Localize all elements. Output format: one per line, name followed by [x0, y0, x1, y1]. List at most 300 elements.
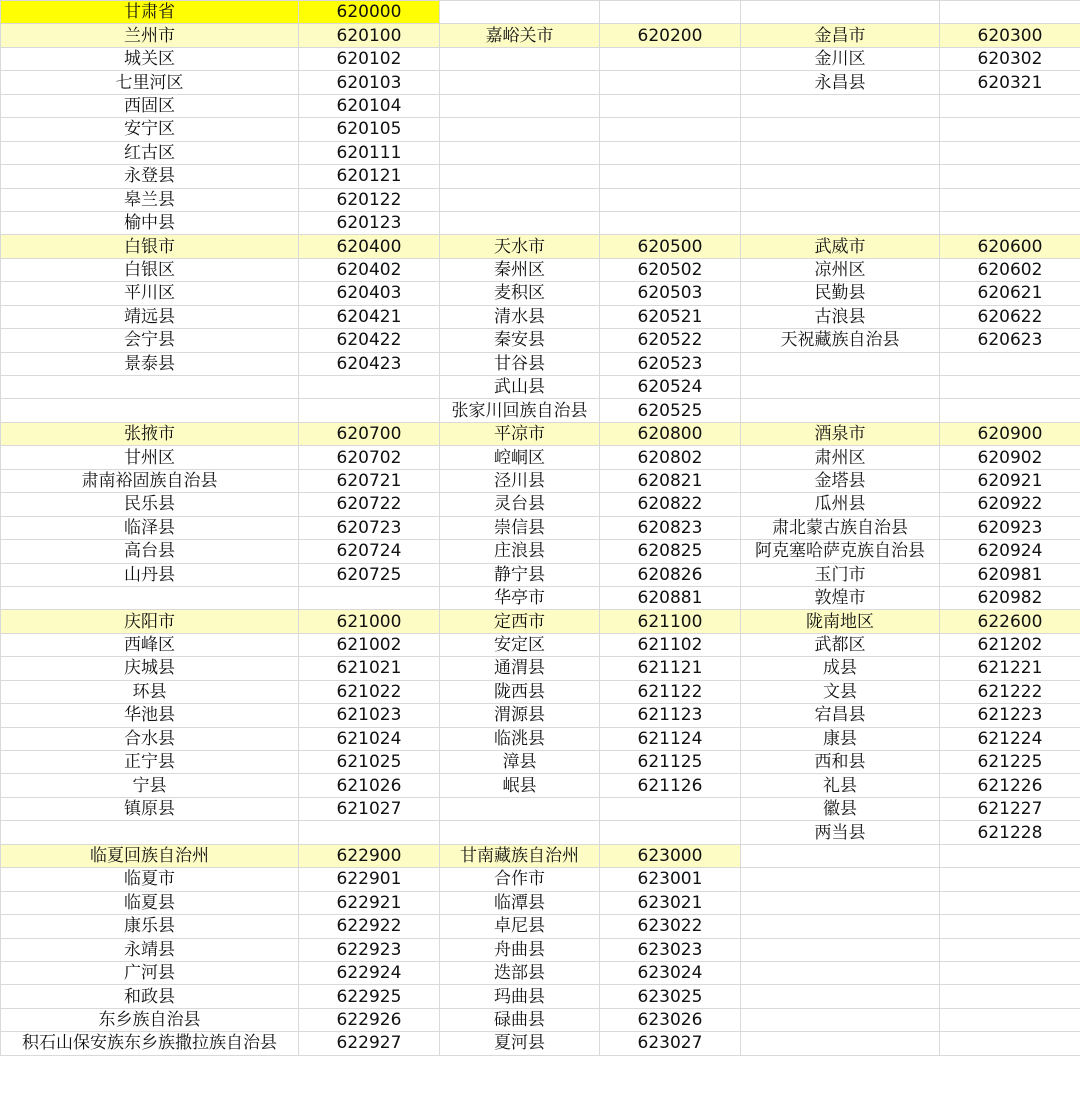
county-name[interactable]: 永靖县	[1, 938, 299, 961]
empty-cell[interactable]	[1, 399, 299, 422]
county-code[interactable]: 620724	[299, 540, 440, 563]
empty-cell[interactable]	[741, 961, 940, 984]
province-code[interactable]: 620000	[299, 1, 440, 24]
county-name[interactable]: 碌曲县	[440, 1008, 600, 1031]
county-code[interactable]: 620723	[299, 516, 440, 539]
county-name[interactable]: 华池县	[1, 704, 299, 727]
empty-cell[interactable]	[741, 352, 940, 375]
county-name[interactable]: 崇信县	[440, 516, 600, 539]
empty-cell[interactable]	[940, 94, 1080, 117]
empty-cell[interactable]	[741, 399, 940, 422]
county-name[interactable]: 西固区	[1, 94, 299, 117]
county-row	[1, 282, 1080, 305]
empty-cell[interactable]	[940, 1008, 1080, 1031]
city-name[interactable]: 天水市	[440, 235, 600, 258]
empty-cell[interactable]	[440, 1, 600, 24]
county-code[interactable]: 623023	[600, 938, 741, 961]
county-code[interactable]: 621228	[940, 821, 1080, 844]
county-name[interactable]: 崆峒区	[440, 446, 600, 469]
county-code[interactable]: 621022	[299, 680, 440, 703]
city-code[interactable]: 622900	[299, 844, 440, 867]
county-name[interactable]: 陇西县	[440, 680, 600, 703]
county-code[interactable]: 620522	[600, 329, 741, 352]
county-code[interactable]: 621102	[600, 633, 741, 656]
empty-cell[interactable]	[600, 211, 741, 234]
empty-cell[interactable]	[440, 165, 600, 188]
county-row	[1, 71, 1080, 94]
county-name[interactable]: 渭源县	[440, 704, 600, 727]
county-code[interactable]: 621221	[940, 657, 1080, 680]
county-code[interactable]: 620302	[940, 47, 1080, 70]
empty-cell[interactable]	[741, 211, 940, 234]
empty-cell[interactable]	[940, 938, 1080, 961]
county-code[interactable]: 620621	[940, 282, 1080, 305]
city-name[interactable]: 定西市	[440, 610, 600, 633]
empty-cell[interactable]	[600, 188, 741, 211]
county-code[interactable]: 623022	[600, 915, 741, 938]
county-name[interactable]: 武山县	[440, 376, 600, 399]
county-code[interactable]: 622923	[299, 938, 440, 961]
county-name[interactable]: 金川区	[741, 47, 940, 70]
empty-cell[interactable]	[940, 961, 1080, 984]
empty-cell[interactable]	[940, 844, 1080, 867]
county-name[interactable]: 山丹县	[1, 563, 299, 586]
county-name[interactable]: 宕昌县	[741, 704, 940, 727]
county-name[interactable]: 榆中县	[1, 211, 299, 234]
empty-cell[interactable]	[600, 165, 741, 188]
county-code[interactable]: 621223	[940, 704, 1080, 727]
county-row	[1, 797, 1080, 820]
county-name[interactable]: 环县	[1, 680, 299, 703]
county-name[interactable]: 通渭县	[440, 657, 600, 680]
city-code[interactable]: 621100	[600, 610, 741, 633]
city-code[interactable]: 620300	[940, 24, 1080, 47]
empty-cell[interactable]	[600, 118, 741, 141]
county-code[interactable]: 620503	[600, 282, 741, 305]
county-name[interactable]: 康县	[741, 727, 940, 750]
city-code[interactable]: 621000	[299, 610, 440, 633]
empty-cell[interactable]	[741, 165, 940, 188]
county-row	[1, 961, 1080, 984]
county-code[interactable]: 621226	[940, 774, 1080, 797]
county-name[interactable]: 静宁县	[440, 563, 600, 586]
county-code[interactable]: 621125	[600, 751, 741, 774]
county-code[interactable]: 622924	[299, 961, 440, 984]
county-name[interactable]: 张家川回族自治县	[440, 399, 600, 422]
county-name[interactable]: 肃南裕固族自治县	[1, 469, 299, 492]
empty-cell[interactable]	[600, 47, 741, 70]
county-code[interactable]: 620525	[600, 399, 741, 422]
empty-cell[interactable]	[741, 938, 940, 961]
county-code[interactable]: 623001	[600, 868, 741, 891]
county-name[interactable]: 夏河县	[440, 1032, 600, 1055]
city-name[interactable]: 临夏回族自治州	[1, 844, 299, 867]
county-code[interactable]: 620982	[940, 586, 1080, 609]
county-name[interactable]: 舟曲县	[440, 938, 600, 961]
county-name[interactable]: 永登县	[1, 165, 299, 188]
county-name[interactable]: 庄浪县	[440, 540, 600, 563]
province-name[interactable]: 甘肃省	[1, 1, 299, 24]
county-row	[1, 469, 1080, 492]
county-code[interactable]: 620923	[940, 516, 1080, 539]
empty-cell[interactable]	[940, 915, 1080, 938]
county-name[interactable]: 和政县	[1, 985, 299, 1008]
county-name[interactable]: 合作市	[440, 868, 600, 891]
county-name[interactable]: 清水县	[440, 305, 600, 328]
county-code[interactable]: 620822	[600, 493, 741, 516]
city-header-row	[1, 422, 1080, 445]
county-name[interactable]: 古浪县	[741, 305, 940, 328]
empty-cell[interactable]	[741, 1032, 940, 1055]
county-name[interactable]: 永昌县	[741, 71, 940, 94]
city-header-row	[1, 24, 1080, 47]
city-code[interactable]: 620900	[940, 422, 1080, 445]
city-name[interactable]: 嘉峪关市	[440, 24, 600, 47]
city-code[interactable]: 620600	[940, 235, 1080, 258]
county-row	[1, 188, 1080, 211]
county-name[interactable]: 两当县	[741, 821, 940, 844]
county-name[interactable]: 漳县	[440, 751, 600, 774]
county-name[interactable]: 岷县	[440, 774, 600, 797]
county-code[interactable]: 622922	[299, 915, 440, 938]
county-code[interactable]: 620421	[299, 305, 440, 328]
empty-cell[interactable]	[600, 71, 741, 94]
county-name[interactable]: 西和县	[741, 751, 940, 774]
county-code[interactable]: 621026	[299, 774, 440, 797]
county-row	[1, 118, 1080, 141]
county-row	[1, 399, 1080, 422]
city-name[interactable]: 张掖市	[1, 422, 299, 445]
county-row	[1, 376, 1080, 399]
empty-cell[interactable]	[440, 797, 600, 820]
empty-cell[interactable]	[1, 821, 299, 844]
county-row	[1, 727, 1080, 750]
county-code[interactable]: 621122	[600, 680, 741, 703]
county-code[interactable]: 622925	[299, 985, 440, 1008]
county-name[interactable]: 城关区	[1, 47, 299, 70]
empty-cell[interactable]	[600, 94, 741, 117]
county-row	[1, 211, 1080, 234]
empty-cell[interactable]	[741, 376, 940, 399]
empty-cell[interactable]	[741, 188, 940, 211]
county-code[interactable]: 620921	[940, 469, 1080, 492]
county-code[interactable]: 622927	[299, 1032, 440, 1055]
county-name[interactable]: 民乐县	[1, 493, 299, 516]
empty-cell[interactable]	[940, 118, 1080, 141]
county-name[interactable]: 甘谷县	[440, 352, 600, 375]
county-name[interactable]: 泾川县	[440, 469, 600, 492]
county-name[interactable]: 庆城县	[1, 657, 299, 680]
empty-cell[interactable]	[741, 118, 940, 141]
city-name[interactable]: 甘南藏族自治州	[440, 844, 600, 867]
empty-cell[interactable]	[440, 71, 600, 94]
county-code[interactable]: 621126	[600, 774, 741, 797]
county-name[interactable]: 肃州区	[741, 446, 940, 469]
county-code[interactable]: 623024	[600, 961, 741, 984]
county-name[interactable]: 麦积区	[440, 282, 600, 305]
county-code[interactable]: 620823	[600, 516, 741, 539]
county-name[interactable]: 灵台县	[440, 493, 600, 516]
county-code[interactable]: 620321	[940, 71, 1080, 94]
county-name[interactable]: 礼县	[741, 774, 940, 797]
county-code[interactable]: 621225	[940, 751, 1080, 774]
empty-cell[interactable]	[940, 1, 1080, 24]
city-name[interactable]: 兰州市	[1, 24, 299, 47]
county-code[interactable]: 621224	[940, 727, 1080, 750]
empty-cell[interactable]	[1, 586, 299, 609]
city-name[interactable]: 庆阳市	[1, 610, 299, 633]
county-name[interactable]: 秦安县	[440, 329, 600, 352]
county-name[interactable]: 敦煌市	[741, 586, 940, 609]
county-code[interactable]: 620521	[600, 305, 741, 328]
province-row	[1, 1, 1080, 24]
county-name[interactable]: 玛曲县	[440, 985, 600, 1008]
county-code[interactable]: 622901	[299, 868, 440, 891]
county-name[interactable]: 镇原县	[1, 797, 299, 820]
county-name[interactable]: 临洮县	[440, 727, 600, 750]
county-code[interactable]: 620622	[940, 305, 1080, 328]
county-name[interactable]: 瓜州县	[741, 493, 940, 516]
county-row	[1, 1008, 1080, 1031]
empty-cell[interactable]	[940, 1032, 1080, 1055]
county-code[interactable]: 620802	[600, 446, 741, 469]
empty-cell[interactable]	[741, 985, 940, 1008]
county-code[interactable]: 620721	[299, 469, 440, 492]
city-name[interactable]: 白银市	[1, 235, 299, 258]
county-code[interactable]: 621023	[299, 704, 440, 727]
county-code[interactable]: 620402	[299, 258, 440, 281]
county-name[interactable]: 民勤县	[741, 282, 940, 305]
county-name[interactable]: 天祝藏族自治县	[741, 329, 940, 352]
county-name[interactable]: 皋兰县	[1, 188, 299, 211]
county-row	[1, 915, 1080, 938]
empty-cell[interactable]	[940, 352, 1080, 375]
empty-cell[interactable]	[1, 376, 299, 399]
county-name[interactable]: 康乐县	[1, 915, 299, 938]
city-name[interactable]: 武威市	[741, 235, 940, 258]
county-name[interactable]: 广河县	[1, 961, 299, 984]
county-name[interactable]: 卓尼县	[440, 915, 600, 938]
empty-cell[interactable]	[940, 165, 1080, 188]
county-name[interactable]: 正宁县	[1, 751, 299, 774]
county-name[interactable]: 武都区	[741, 633, 940, 656]
county-code[interactable]: 622921	[299, 891, 440, 914]
county-row	[1, 563, 1080, 586]
county-row	[1, 704, 1080, 727]
empty-cell[interactable]	[741, 891, 940, 914]
county-code[interactable]: 620826	[600, 563, 741, 586]
county-row	[1, 352, 1080, 375]
county-code[interactable]: 620902	[940, 446, 1080, 469]
empty-cell[interactable]	[940, 868, 1080, 891]
county-code[interactable]: 621202	[940, 633, 1080, 656]
county-name[interactable]: 红古区	[1, 141, 299, 164]
county-code[interactable]: 620105	[299, 118, 440, 141]
county-name[interactable]: 东乡族自治县	[1, 1008, 299, 1031]
county-code[interactable]: 620502	[600, 258, 741, 281]
county-name[interactable]: 七里河区	[1, 71, 299, 94]
county-name[interactable]: 临泽县	[1, 516, 299, 539]
county-code[interactable]: 621024	[299, 727, 440, 750]
county-code[interactable]: 621121	[600, 657, 741, 680]
empty-cell[interactable]	[600, 141, 741, 164]
county-name[interactable]: 靖远县	[1, 305, 299, 328]
county-row	[1, 516, 1080, 539]
county-name[interactable]: 高台县	[1, 540, 299, 563]
city-code[interactable]: 620800	[600, 422, 741, 445]
empty-cell[interactable]	[741, 868, 940, 891]
empty-cell[interactable]	[741, 844, 940, 867]
city-code[interactable]: 620400	[299, 235, 440, 258]
county-row	[1, 821, 1080, 844]
city-header-row	[1, 610, 1080, 633]
county-row	[1, 493, 1080, 516]
county-name[interactable]: 金塔县	[741, 469, 940, 492]
county-code[interactable]: 623026	[600, 1008, 741, 1031]
county-code[interactable]: 623021	[600, 891, 741, 914]
county-name[interactable]: 华亭市	[440, 586, 600, 609]
county-row	[1, 657, 1080, 680]
county-code[interactable]: 620422	[299, 329, 440, 352]
city-code[interactable]: 620700	[299, 422, 440, 445]
county-name[interactable]: 安定区	[440, 633, 600, 656]
city-name[interactable]: 平凉市	[440, 422, 600, 445]
county-name[interactable]: 临潭县	[440, 891, 600, 914]
city-name[interactable]: 金昌市	[741, 24, 940, 47]
county-code[interactable]: 620922	[940, 493, 1080, 516]
empty-cell[interactable]	[741, 1008, 940, 1031]
empty-cell[interactable]	[600, 797, 741, 820]
county-name[interactable]: 宁县	[1, 774, 299, 797]
county-name[interactable]: 西峰区	[1, 633, 299, 656]
empty-cell[interactable]	[440, 211, 600, 234]
county-row	[1, 633, 1080, 656]
county-code[interactable]: 621124	[600, 727, 741, 750]
county-name[interactable]: 景泰县	[1, 352, 299, 375]
empty-cell[interactable]	[440, 188, 600, 211]
county-code[interactable]: 620121	[299, 165, 440, 188]
city-header-row	[1, 844, 1080, 867]
empty-cell[interactable]	[440, 821, 600, 844]
empty-cell[interactable]	[440, 94, 600, 117]
empty-cell[interactable]	[741, 915, 940, 938]
county-name[interactable]: 合水县	[1, 727, 299, 750]
county-name[interactable]: 积石山保安族东乡族撒拉族自治县	[1, 1032, 299, 1055]
empty-cell[interactable]	[600, 1, 741, 24]
county-name[interactable]: 凉州区	[741, 258, 940, 281]
county-code[interactable]: 620403	[299, 282, 440, 305]
county-code[interactable]: 623025	[600, 985, 741, 1008]
empty-cell[interactable]	[299, 376, 440, 399]
county-name[interactable]: 肃北蒙古族自治县	[741, 516, 940, 539]
empty-cell[interactable]	[940, 399, 1080, 422]
empty-cell[interactable]	[741, 1, 940, 24]
empty-cell[interactable]	[440, 47, 600, 70]
empty-cell[interactable]	[299, 399, 440, 422]
city-code[interactable]: 622600	[940, 610, 1080, 633]
county-code[interactable]: 620602	[940, 258, 1080, 281]
county-code[interactable]: 623027	[600, 1032, 741, 1055]
empty-cell[interactable]	[299, 821, 440, 844]
county-code[interactable]: 620122	[299, 188, 440, 211]
empty-cell[interactable]	[741, 141, 940, 164]
county-code[interactable]: 620881	[600, 586, 741, 609]
county-name[interactable]: 迭部县	[440, 961, 600, 984]
empty-cell[interactable]	[940, 985, 1080, 1008]
empty-cell[interactable]	[440, 118, 600, 141]
city-code[interactable]: 623000	[600, 844, 741, 867]
county-row	[1, 446, 1080, 469]
county-code[interactable]: 620104	[299, 94, 440, 117]
empty-cell[interactable]	[741, 94, 940, 117]
county-code[interactable]: 620981	[940, 563, 1080, 586]
county-code[interactable]: 620924	[940, 540, 1080, 563]
county-name[interactable]: 玉门市	[741, 563, 940, 586]
city-code[interactable]: 620200	[600, 24, 741, 47]
county-code[interactable]: 620524	[600, 376, 741, 399]
county-code[interactable]: 620423	[299, 352, 440, 375]
empty-cell[interactable]	[940, 188, 1080, 211]
county-code[interactable]: 620111	[299, 141, 440, 164]
county-name[interactable]: 阿克塞哈萨克族自治县	[741, 540, 940, 563]
county-name[interactable]: 平川区	[1, 282, 299, 305]
empty-cell[interactable]	[299, 586, 440, 609]
county-code[interactable]: 621021	[299, 657, 440, 680]
empty-cell[interactable]	[940, 891, 1080, 914]
county-code[interactable]: 621027	[299, 797, 440, 820]
county-row	[1, 938, 1080, 961]
county-name[interactable]: 临夏市	[1, 868, 299, 891]
county-code[interactable]: 620623	[940, 329, 1080, 352]
county-row	[1, 586, 1080, 609]
empty-cell[interactable]	[940, 211, 1080, 234]
empty-cell[interactable]	[600, 821, 741, 844]
empty-cell[interactable]	[940, 141, 1080, 164]
county-code[interactable]: 621227	[940, 797, 1080, 820]
county-code[interactable]: 620103	[299, 71, 440, 94]
county-name[interactable]: 临夏县	[1, 891, 299, 914]
county-name[interactable]: 白银区	[1, 258, 299, 281]
county-code[interactable]: 620523	[600, 352, 741, 375]
county-name[interactable]: 会宁县	[1, 329, 299, 352]
county-code[interactable]: 620722	[299, 493, 440, 516]
county-name[interactable]: 徽县	[741, 797, 940, 820]
county-name[interactable]: 安宁区	[1, 118, 299, 141]
county-code[interactable]: 620825	[600, 540, 741, 563]
county-code[interactable]: 620102	[299, 47, 440, 70]
city-name[interactable]: 酒泉市	[741, 422, 940, 445]
county-code[interactable]: 621002	[299, 633, 440, 656]
county-code[interactable]: 621025	[299, 751, 440, 774]
city-name[interactable]: 陇南地区	[741, 610, 940, 633]
city-code[interactable]: 620500	[600, 235, 741, 258]
county-code[interactable]: 620725	[299, 563, 440, 586]
city-code[interactable]: 620100	[299, 24, 440, 47]
county-name[interactable]: 成县	[741, 657, 940, 680]
county-code[interactable]: 621222	[940, 680, 1080, 703]
empty-cell[interactable]	[440, 141, 600, 164]
county-name[interactable]: 文县	[741, 680, 940, 703]
county-code[interactable]: 622926	[299, 1008, 440, 1031]
county-code[interactable]: 620123	[299, 211, 440, 234]
county-row	[1, 891, 1080, 914]
county-code[interactable]: 620702	[299, 446, 440, 469]
empty-cell[interactable]	[940, 376, 1080, 399]
county-name[interactable]: 秦州区	[440, 258, 600, 281]
county-code[interactable]: 620821	[600, 469, 741, 492]
county-name[interactable]: 甘州区	[1, 446, 299, 469]
county-code[interactable]: 621123	[600, 704, 741, 727]
